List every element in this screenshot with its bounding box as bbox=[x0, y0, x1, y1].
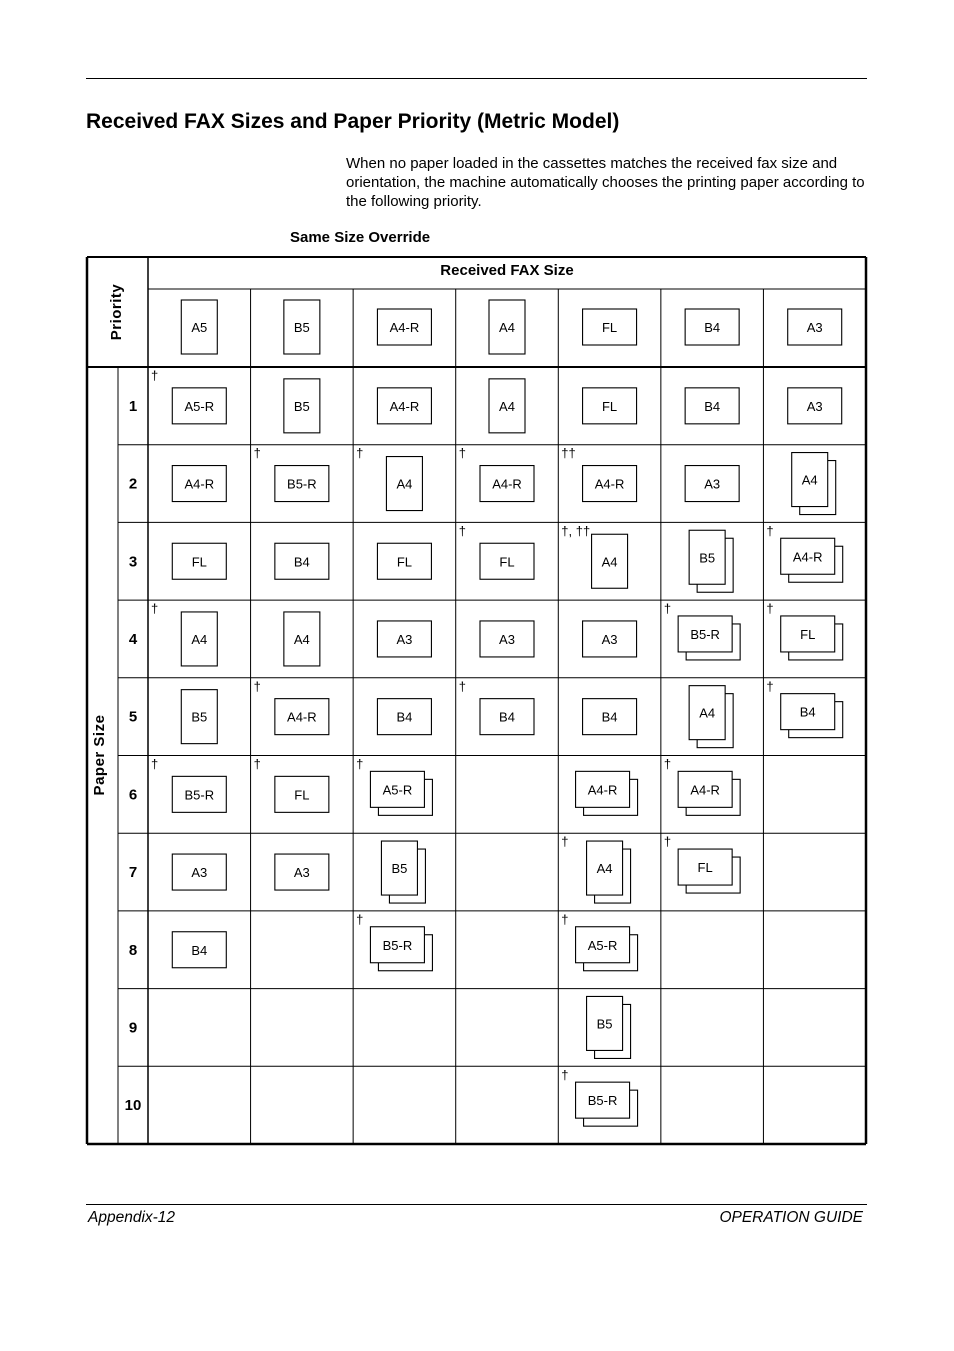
dagger-note-mark: † bbox=[356, 911, 364, 927]
paper-size-label: A5-R bbox=[382, 782, 413, 798]
dagger-note-mark: † bbox=[561, 911, 569, 927]
table-caption: Same Size Override bbox=[290, 229, 431, 246]
dagger-note-mark: † bbox=[151, 756, 159, 772]
dagger-note-mark: † bbox=[458, 678, 466, 694]
priority-number: 4 bbox=[128, 630, 138, 648]
dagger-note-mark: † bbox=[151, 368, 159, 383]
paper-size-label: A4-R bbox=[792, 549, 823, 565]
footer-page-number: Appendix-12 bbox=[88, 1209, 176, 1226]
paper-size-label: B5 bbox=[699, 550, 716, 566]
paper-size-label: A3 bbox=[601, 631, 618, 647]
priority-number: 1 bbox=[128, 397, 138, 415]
dagger-note-mark: † bbox=[766, 523, 774, 539]
dagger-note-mark: † bbox=[766, 678, 774, 694]
footer-rule bbox=[86, 1204, 867, 1205]
paper-size-label: FL bbox=[697, 860, 713, 876]
paper-size-label: A4 bbox=[191, 631, 208, 647]
paper-size-label: A4-R bbox=[594, 476, 625, 492]
dagger-note-mark: † bbox=[458, 445, 466, 461]
paper-size-label: B5-R bbox=[382, 937, 413, 953]
dagger-note-mark: † bbox=[356, 445, 364, 461]
paper-size-label: A5 bbox=[191, 320, 208, 335]
paper-size-label: B5-R bbox=[287, 476, 317, 492]
paper-size-label: A4 bbox=[499, 320, 515, 335]
paper-size-label: A4 bbox=[396, 476, 413, 492]
dagger-note-mark: † bbox=[561, 1067, 569, 1083]
paper-size-label: A4 bbox=[699, 705, 716, 721]
paper-size-label: B4 bbox=[601, 709, 618, 725]
priority-number: 6 bbox=[128, 786, 138, 804]
paper-size-label: A4-R bbox=[184, 476, 215, 492]
paper-size-label: A4 bbox=[596, 861, 613, 877]
paper-size-label: B5-R bbox=[690, 626, 720, 642]
paper-size-label: FL bbox=[601, 320, 618, 335]
paper-size-label: FL bbox=[294, 787, 310, 803]
priority-number: 7 bbox=[128, 864, 138, 882]
dagger-note-mark: † bbox=[253, 445, 261, 461]
paper-size-label: A4-R bbox=[690, 782, 720, 798]
paper-size-label: B4 bbox=[499, 709, 515, 725]
paper-size-label: B4 bbox=[704, 320, 721, 335]
paper-size-label: B5 bbox=[293, 398, 310, 414]
paper-size-label: FL bbox=[601, 398, 618, 414]
dagger-note-mark: † bbox=[356, 756, 364, 772]
paper-size-label: FL bbox=[396, 554, 413, 570]
paper-size-label: A3 bbox=[396, 631, 413, 647]
paper-size-label: B5 bbox=[596, 1016, 613, 1032]
dagger-note-mark: † bbox=[151, 601, 159, 617]
paper-size-label: A3 bbox=[499, 631, 515, 647]
paper-size-label: A4-R bbox=[492, 476, 522, 492]
priority-number: 8 bbox=[128, 941, 138, 959]
paper-size-label: A5-R bbox=[587, 937, 618, 953]
paper-size-axis-label: Paper Size bbox=[91, 714, 108, 796]
paper-size-label: FL bbox=[800, 626, 816, 642]
priority-number: 9 bbox=[128, 1019, 138, 1037]
dagger-note-mark: †† bbox=[561, 445, 576, 461]
footer-guide-title: OPERATION GUIDE bbox=[719, 1209, 863, 1226]
paper-size-label: B4 bbox=[293, 554, 310, 570]
paper-size-label: A3 bbox=[191, 865, 208, 881]
paper-size-label: A3 bbox=[806, 398, 823, 414]
paper-size-label: A4-R bbox=[287, 709, 317, 725]
received-fax-size-header: Received FAX Size bbox=[440, 262, 574, 279]
priority-number: 10 bbox=[124, 1097, 142, 1115]
paper-size-label: B5 bbox=[293, 320, 310, 335]
paper-size-label: A3 bbox=[293, 865, 310, 881]
paper-size-label: B4 bbox=[799, 704, 816, 720]
dagger-note-mark: † bbox=[663, 756, 672, 772]
page-title: Received FAX Sizes and Paper Priority (Metric Model) bbox=[86, 110, 620, 133]
paper-size-label: B5 bbox=[191, 709, 208, 725]
paper-size-label: A3 bbox=[806, 320, 823, 335]
priority-axis-label: Priority bbox=[108, 283, 125, 341]
paper-size-label: FL bbox=[499, 554, 515, 570]
paper-size-label: B5 bbox=[391, 861, 408, 877]
paper-size-label: FL bbox=[191, 554, 207, 570]
intro-paragraph: When no paper loaded in the cassettes matches the received fax size and orientation, the machine automatically chooses the printing paper according to the following priority. bbox=[346, 155, 865, 210]
paper-size-label: A4 bbox=[499, 398, 515, 414]
paper-size-label: A5-R bbox=[184, 398, 215, 414]
paper-size-label: A4-R bbox=[389, 320, 420, 335]
paper-size-label: B4 bbox=[191, 942, 208, 958]
priority-number: 5 bbox=[128, 708, 138, 726]
dagger-note-mark: † bbox=[561, 834, 569, 850]
dagger-note-mark: † bbox=[766, 601, 774, 617]
dagger-note-mark: † bbox=[253, 678, 261, 694]
dagger-note-mark: † bbox=[663, 834, 672, 850]
paper-size-label: A4 bbox=[601, 554, 618, 570]
paper-size-label: A4 bbox=[293, 631, 310, 647]
paper-size-label: A4 bbox=[801, 472, 818, 488]
table-content bbox=[91, 262, 843, 1126]
paper-size-label: A4-R bbox=[389, 398, 420, 414]
paper-size-label: B4 bbox=[396, 709, 413, 725]
dagger-note-mark: † bbox=[253, 756, 261, 772]
priority-number: 3 bbox=[128, 553, 138, 571]
paper-size-label: A4-R bbox=[587, 782, 618, 798]
dagger-note-mark: †, †† bbox=[561, 523, 591, 539]
paper-size-label: B4 bbox=[704, 398, 721, 414]
dagger-note-mark: † bbox=[663, 601, 672, 617]
paper-size-label: B5-R bbox=[184, 787, 215, 803]
dagger-note-mark: † bbox=[458, 523, 466, 539]
paper-size-label: B5-R bbox=[587, 1093, 618, 1109]
priority-number: 2 bbox=[128, 475, 138, 493]
paper-size-label: A3 bbox=[704, 476, 721, 492]
